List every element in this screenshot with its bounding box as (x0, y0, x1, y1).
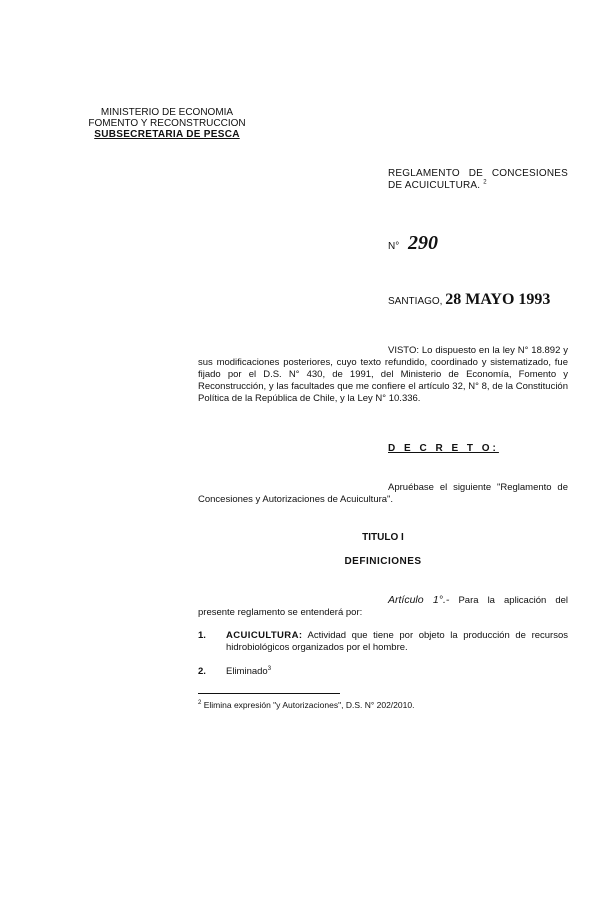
decree-number-value: 290 (408, 232, 439, 254)
decreto-heading: D E C R E T O: (388, 443, 499, 454)
visto-paragraph (198, 345, 568, 405)
ministry-line-2: FOMENTO Y RECONSTRUCCION (88, 118, 246, 129)
list-item (198, 630, 568, 654)
decree-title (388, 168, 568, 192)
visto-label: VISTO: (388, 345, 419, 356)
footnote-text: Elimina expresión "y Autorizaciones", D.S. N° 202/2010. (203, 700, 415, 710)
item-text: Eliminado (226, 666, 268, 677)
date-city: SANTIAGO, (388, 296, 443, 307)
ministry-header (82, 107, 252, 140)
item-text: Actividad que tiene por objeto la producción de recursos hidrobiológicos organizados por el hombre. (226, 630, 568, 653)
footnote-divider (198, 693, 340, 694)
item-number: 2. (198, 666, 206, 677)
ministry-line-3: SUBSECRETARIA DE PESCA (94, 129, 240, 140)
titulo-heading: TITULO I (362, 532, 404, 543)
footnote-mark: 2 (198, 700, 202, 707)
visto-text: Lo dispuesto en la ley N° 18.892 y sus modificaciones posteriores, cuyo texto refundido, coordinado y sistematizado, fue fijado por el D.S. N° 430, de 1991, del Ministerio de Economía, Fomento y Reconstrucción, y las facultades que me confiere el artículo 32, N° 8, de la Constitución Política de la República de Chile, y la Ley N° 10.336. (198, 345, 569, 404)
decree-number (388, 232, 438, 255)
item-term: ACUICULTURA: (226, 630, 303, 641)
title-footnote-mark: 2 (483, 179, 487, 186)
definiciones-heading: DEFINICIONES (344, 556, 422, 567)
item-body (226, 630, 568, 654)
title-line-2 (388, 180, 568, 192)
title-line-2-text: DE ACUICULTURA. (388, 180, 481, 191)
decree-date (388, 291, 550, 309)
article-1-label: Artículo 1°.- (388, 594, 450, 606)
title-line-1: REGLAMENTO DE CONCESIONES (388, 168, 568, 179)
decree-number-label: N° (388, 241, 400, 252)
item-footnote-mark: 3 (267, 665, 272, 672)
item-body (226, 666, 568, 678)
footnote (198, 700, 414, 710)
date-value: 28 MAYO 1993 (445, 291, 551, 308)
approval-paragraph: Apruébase el siguiente "Reglamento de Concesiones y Autorizaciones de Acuicultura". (198, 482, 568, 505)
item-number: 1. (198, 630, 206, 641)
ministry-line-1: MINISTERIO DE ECONOMIA (100, 107, 234, 118)
article-1-paragraph (198, 594, 568, 619)
article-1-text: Para la aplicación del presente reglamento se entenderá por: (198, 595, 569, 618)
list-item (198, 666, 568, 678)
